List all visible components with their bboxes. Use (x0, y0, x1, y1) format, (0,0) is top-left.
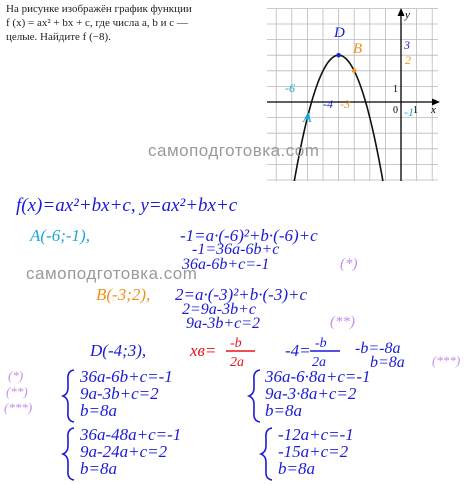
origin-label: 0 (393, 105, 398, 116)
point-a-eq-1: -1=a·(-6)²+b·(-6)+c (180, 226, 318, 245)
system-brace-icon (261, 428, 272, 480)
vertex-eq-right-2: b=8a (370, 354, 405, 371)
watermark: самоподготовка.com (26, 264, 198, 283)
system-1-row: 36a-6b+c=-1 (80, 367, 173, 386)
vertex-formula-label: xв= (190, 341, 217, 360)
point-a-eq-3: 36a-6b+c=-1 (182, 256, 270, 273)
mark-star-1: (*) (340, 256, 358, 272)
point-d-heading: D(-4;3), (90, 341, 147, 360)
x-label-neg6: -6 (285, 81, 295, 95)
solution-line-1: f(x)=ax²+bx+c, y=ax²+bx+c (16, 195, 238, 216)
point-a-eq-2: -1=36a-6b+c (192, 241, 280, 258)
y-label-3: 3 (404, 38, 410, 52)
problem-line: f (x) = ax² + bx + c, где числа a, b и c — (6, 17, 188, 29)
vertex-eq-den: 2a (312, 355, 326, 370)
point-b-eq-3: 9a-3b+c=2 (186, 315, 261, 332)
vertex-eq-left: -4= (285, 341, 311, 360)
point-a-label: A (303, 111, 312, 126)
vertex-formula-num: -b (230, 336, 242, 351)
y-axis-arrow-icon (398, 8, 405, 16)
system-1-row: b=8a (80, 401, 117, 420)
mark-star-3: (***) (432, 353, 461, 368)
system-3-row: 9a-24a+c=2 (80, 442, 168, 461)
problem-line: целые. Найдите f (−8). (6, 31, 111, 43)
system-2-row: 9a-3·8a+c=2 (265, 384, 357, 403)
system-2-row: 36a-6·8a+c=-1 (265, 367, 371, 386)
point-d-marker (336, 53, 340, 57)
point-a-heading: A(-6;-1), (30, 226, 90, 245)
y-label-neg1: -1 (404, 105, 414, 119)
watermark: самоподготовка.com (148, 141, 320, 160)
x-label-neg3: -3 (340, 97, 350, 111)
problem-line: На рисунке изображён график функции (6, 3, 192, 15)
x-tick-1-label: 1 (413, 105, 418, 116)
vertex-eq-num: -b (315, 336, 327, 351)
system-mark: (**) (6, 384, 28, 399)
mark-star-2: (**) (330, 314, 355, 330)
system-3-row: 36a-48a+c=-1 (80, 425, 182, 444)
point-b-label: B (353, 41, 363, 57)
point-b-heading: B(-3;2), (96, 285, 151, 304)
point-b-eq-1: 2=a·(-3)²+b·(-3)+c (175, 285, 308, 304)
system-4-row: -12a+c=-1 (278, 425, 354, 444)
handwritten-solution (0, 186, 474, 485)
y-tick-1-label: 1 (393, 84, 398, 95)
system-1-row: 9a-3b+c=2 (80, 384, 159, 403)
problem-statement (6, 2, 256, 44)
system-mark: (*) (8, 368, 24, 383)
x-axis-label: x (431, 104, 436, 116)
system-3-row: b=8a (80, 459, 117, 478)
point-b-eq-2: 2=9a-3b+c (182, 301, 257, 318)
vertex-formula-den: 2a (230, 355, 244, 370)
system-brace-icon (63, 370, 74, 422)
system-mark: (***) (4, 400, 33, 415)
y-axis-label: y (405, 9, 410, 21)
y-label-2: 2 (405, 53, 411, 67)
point-b-marker (352, 69, 356, 73)
point-d-label: D (334, 25, 345, 41)
system-4-row: -15a+c=2 (278, 442, 349, 461)
system-brace-icon (63, 428, 74, 480)
system-brace-icon (249, 370, 260, 422)
x-label-neg4: -4 (323, 97, 333, 111)
vertex-eq-right-1: -b=-8a (355, 340, 401, 357)
system-2-row: b=8a (265, 401, 302, 420)
system-4-row: b=8a (278, 459, 315, 478)
